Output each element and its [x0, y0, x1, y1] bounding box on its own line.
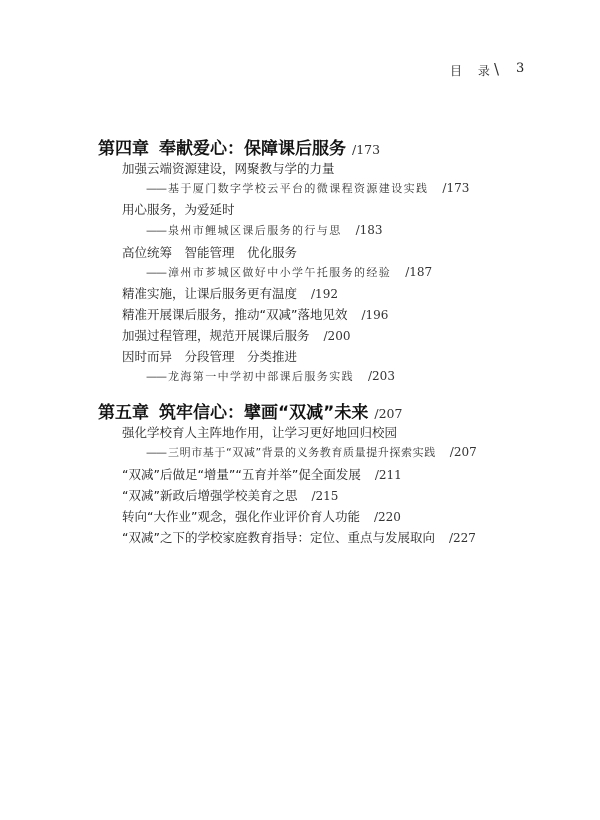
entry-page: /211 [374, 468, 402, 482]
toc-entry [122, 243, 297, 261]
subtitle-dash: —— [146, 224, 166, 237]
subtitle-text: 龙海第一中学初中部课后服务实践 [168, 370, 354, 383]
toc-subtitle [146, 180, 469, 196]
toc-entry [122, 423, 397, 441]
subtitle-page: /207 [449, 445, 477, 459]
subtitle-page: /173 [442, 181, 470, 195]
toc-entry [122, 347, 297, 365]
subtitle-text: 三明市基于“双减”背景的义务教育质量提升探索实践 [168, 446, 436, 459]
toc-entry [122, 305, 388, 323]
entry-title: 高位统筹 智能管理 优化服务 [122, 245, 298, 260]
entry-page: /192 [311, 287, 338, 301]
subtitle-dash: —— [146, 266, 166, 279]
chapter-page: /207 [374, 406, 403, 421]
entry-title: 强化学校育人主阵地作用，让学习更好地回归校园 [122, 425, 398, 440]
subtitle-text: 基于厦门数字学校云平台的微课程资源建设实践 [168, 182, 429, 195]
chapter-title: 奉献爱心：保障课后服务 [159, 139, 346, 159]
entry-title: 加强云端资源建设，网聚教与学的力量 [122, 161, 335, 176]
entry-title: “双减”后做足“增量”“五育并举”促全面发展 [122, 467, 361, 482]
entry-title: 用心服务，为爱延时 [122, 202, 235, 217]
toc-entry [122, 465, 402, 483]
subtitle-dash: —— [146, 446, 166, 459]
running-header [420, 60, 540, 80]
chapter-number: 第四章 [98, 139, 149, 159]
subtitle-page: /203 [368, 369, 395, 383]
subtitle-page: /183 [355, 223, 383, 237]
toc-entry [122, 528, 476, 546]
subtitle-text: 泉州市鲤城区课后服务的行与思 [168, 224, 342, 237]
subtitle-dash: —— [146, 370, 166, 383]
subtitle-text: 漳州市芗城区做好中小学午托服务的经验 [168, 266, 392, 279]
subtitle-page: /187 [405, 265, 433, 279]
header-page-number: 3 [516, 61, 525, 76]
chapter-heading [98, 134, 380, 159]
entry-page: /220 [373, 510, 401, 524]
toc-subtitle [146, 222, 383, 238]
subtitle-dash: —— [146, 182, 166, 195]
toc-subtitle [146, 264, 432, 280]
chapter-title: 筑牢信心：擘画“双减”未来 [159, 403, 369, 423]
toc-entry [122, 507, 401, 525]
toc-entry [122, 200, 235, 218]
header-title: 目 录 [450, 64, 496, 78]
header-separator: \ [494, 60, 500, 78]
entry-page: /200 [323, 329, 351, 343]
toc-entry [122, 326, 350, 344]
entry-title: 转向“大作业”观念，强化作业评价育人功能 [122, 509, 360, 524]
entry-title: 加强过程管理，规范开展课后服务 [122, 328, 310, 343]
chapter-number: 第五章 [98, 403, 149, 423]
entry-title: “双减”新政后增强学校美育之思 [122, 488, 298, 503]
toc-subtitle [146, 368, 395, 384]
entry-title: “双减”之下的学校家庭教育指导：定位、重点与发展取向 [122, 530, 435, 545]
entry-page: /227 [448, 531, 476, 545]
entry-page: /215 [311, 489, 339, 503]
entry-page: /196 [361, 308, 389, 322]
entry-title: 精准实施，让课后服务更有温度 [122, 286, 298, 301]
toc-entry [122, 284, 338, 302]
toc-entry [122, 486, 338, 504]
toc-entry [122, 159, 335, 177]
toc-subtitle [146, 444, 477, 460]
chapter-page: /173 [352, 142, 381, 157]
entry-title: 精准开展课后服务，推动“双减”落地见效 [122, 307, 348, 322]
chapter-heading [98, 398, 402, 423]
entry-title: 因时而异 分段管理 分类推进 [122, 349, 298, 364]
